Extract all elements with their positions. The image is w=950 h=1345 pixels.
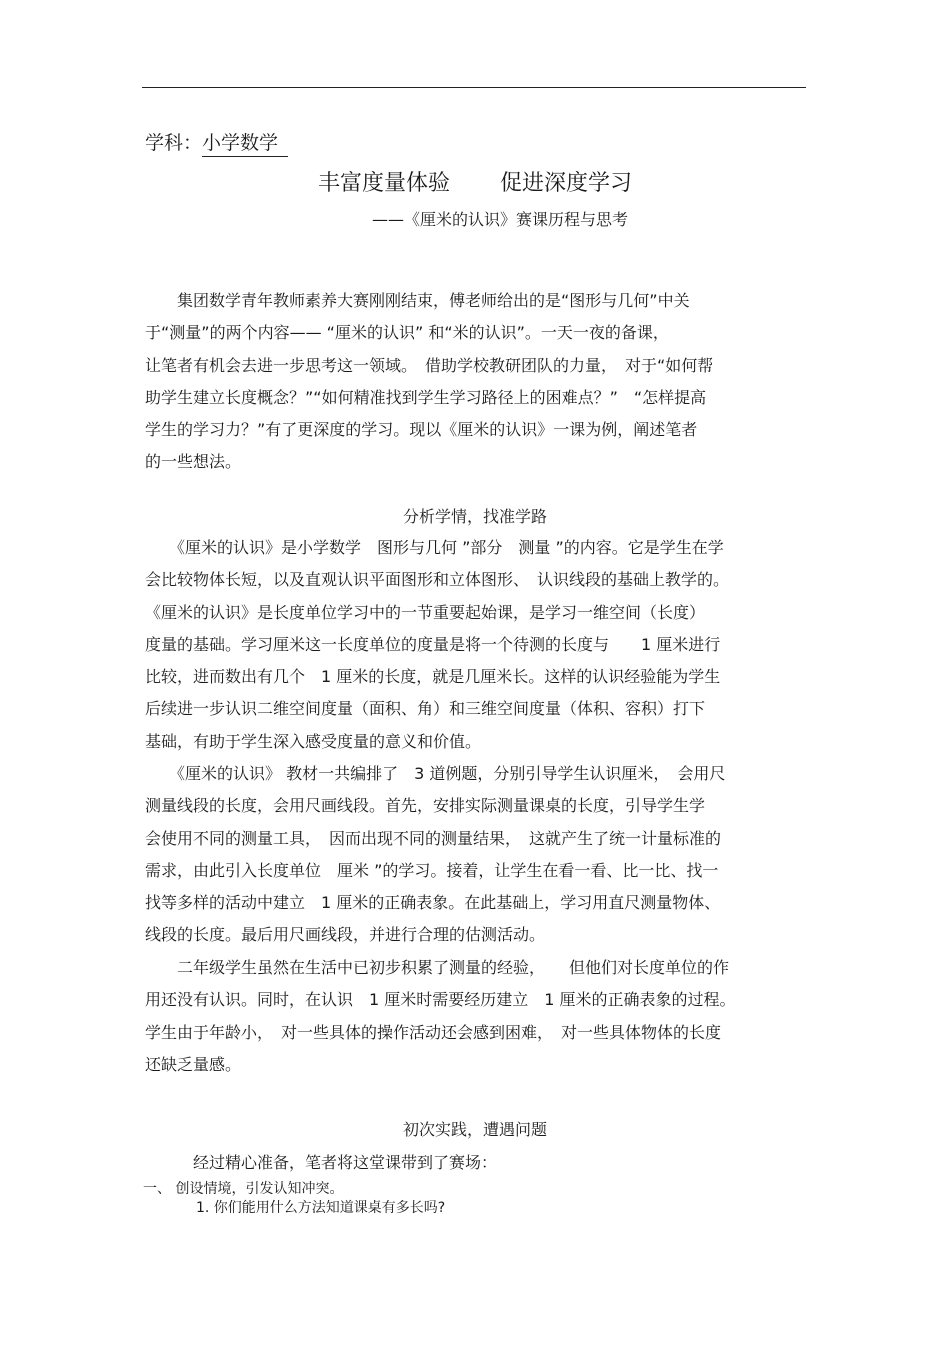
text-line: 基础，有助于学生深入感受度量的意义和价值。 xyxy=(145,731,482,751)
subject-label: 学科： xyxy=(145,132,203,154)
subject-line xyxy=(145,130,288,157)
section-heading-1: 分析学情，找准学路 xyxy=(402,507,547,526)
text-line: 线段的长度。最后用尺画线段，并进行合理的估测活动。 xyxy=(145,925,546,945)
section1-paragraph-1 xyxy=(145,532,815,758)
text-line: 用还没有认识。同时，在认识 1 厘米时需要经历建立 1 厘米的正确表象的过程。 xyxy=(145,990,736,1010)
section2-subitem-1: 1. 你们能用什么方法知道课桌有多长吗? xyxy=(196,1200,446,1216)
section2-item-1: 一、 创设情境，引发认知冲突。 xyxy=(143,1181,344,1197)
section1-paragraph-2 xyxy=(145,758,815,952)
text-line: 《厘米的认识》 教材一共编排了 3 道例题，分别引导学生认识厘米， 会用尺 xyxy=(145,764,726,783)
text-line: 助学生建立长度概念？”“如何精准找到学生学习路径上的困难点？” “怎样提高 xyxy=(145,387,707,407)
text-line: 比较，进而数出有几个 1 厘米的长度，就是几厘米长。这样的认识经验能为学生 xyxy=(145,667,721,687)
title-part2: 促进深度学习 xyxy=(500,171,633,196)
section-heading-2: 初次实践，遭遇问题 xyxy=(402,1120,547,1139)
text-line: 需求，由此引入长度单位 厘米 ”的学习。接着，让学生在看一看、比一比、找一 xyxy=(145,860,719,880)
subject-value: 小学数学 xyxy=(202,130,288,157)
text-line: 集团数学青年教师素养大赛刚刚结束，傅老师给出的是“图形与几何”中关 xyxy=(145,291,690,310)
article-title xyxy=(0,168,950,200)
text-line: 会使用不同的测量工具， 因而出现不同的测量结果， 这就产生了统一计量标准的 xyxy=(145,828,722,848)
text-line: 后续进一步认识二维空间度量（面积、角）和三维空间度量（体积、容积）打下 xyxy=(145,699,706,719)
text-line: 还缺乏量感。 xyxy=(145,1054,242,1074)
text-line: 学生的学习力？”有了更深度的学习。现以《厘米的认识》一课为例，阐述笔者 xyxy=(145,420,698,440)
section1-paragraph-3 xyxy=(145,952,815,1081)
text-line: 学生由于年龄小， 对一些具体的操作活动还会感到困难， 对一些具体物体的长度 xyxy=(145,1022,722,1042)
section2-intro: 经过精心准备，笔者将这堂课带到了赛场： xyxy=(193,1153,498,1172)
text-line: 会比较物体长短，以及直观认识平面图形和立体图形、 认识线段的基础上教学的。 xyxy=(145,570,730,590)
text-line: 二年级学生虽然在生活中已初步积累了测量的经验， 但他们对长度单位的作 xyxy=(145,958,730,977)
title-part1: 丰富度量体验 xyxy=(317,171,450,196)
text-line: 的一些想法。 xyxy=(145,452,242,472)
intro-paragraph xyxy=(145,285,815,479)
text-line: 测量线段的长度，会用尺画线段。首先，安排实际测量课桌的长度，引导学生学 xyxy=(145,796,706,816)
text-line: 找等多样的活动中建立 1 厘米的正确表象。在此基础上，学习用直尺测量物体、 xyxy=(145,893,721,913)
text-line: 《厘米的认识》是小学数学 图形与几何 ”部分 测量 ”的内容。它是学生在学 xyxy=(145,538,724,557)
text-line: 让笔者有机会去进一步思考这一领域。 借助学校教研团队的力量， 对于“如何帮 xyxy=(145,355,714,375)
text-line: 于“测量”的两个内容—— “厘米的认识” 和“米的认识”。一天一夜的备课， xyxy=(145,323,669,343)
article-subtitle: ——《厘米的认识》赛课历程与思考 xyxy=(371,210,628,229)
top-rule xyxy=(142,87,806,88)
text-line: 《厘米的认识》是长度单位学习中的一节重要起始课，是学习一维空间（长度） xyxy=(145,602,706,622)
text-line: 度量的基础。学习厘米这一长度单位的度量是将一个待测的长度与 1 厘米进行 xyxy=(145,634,721,654)
